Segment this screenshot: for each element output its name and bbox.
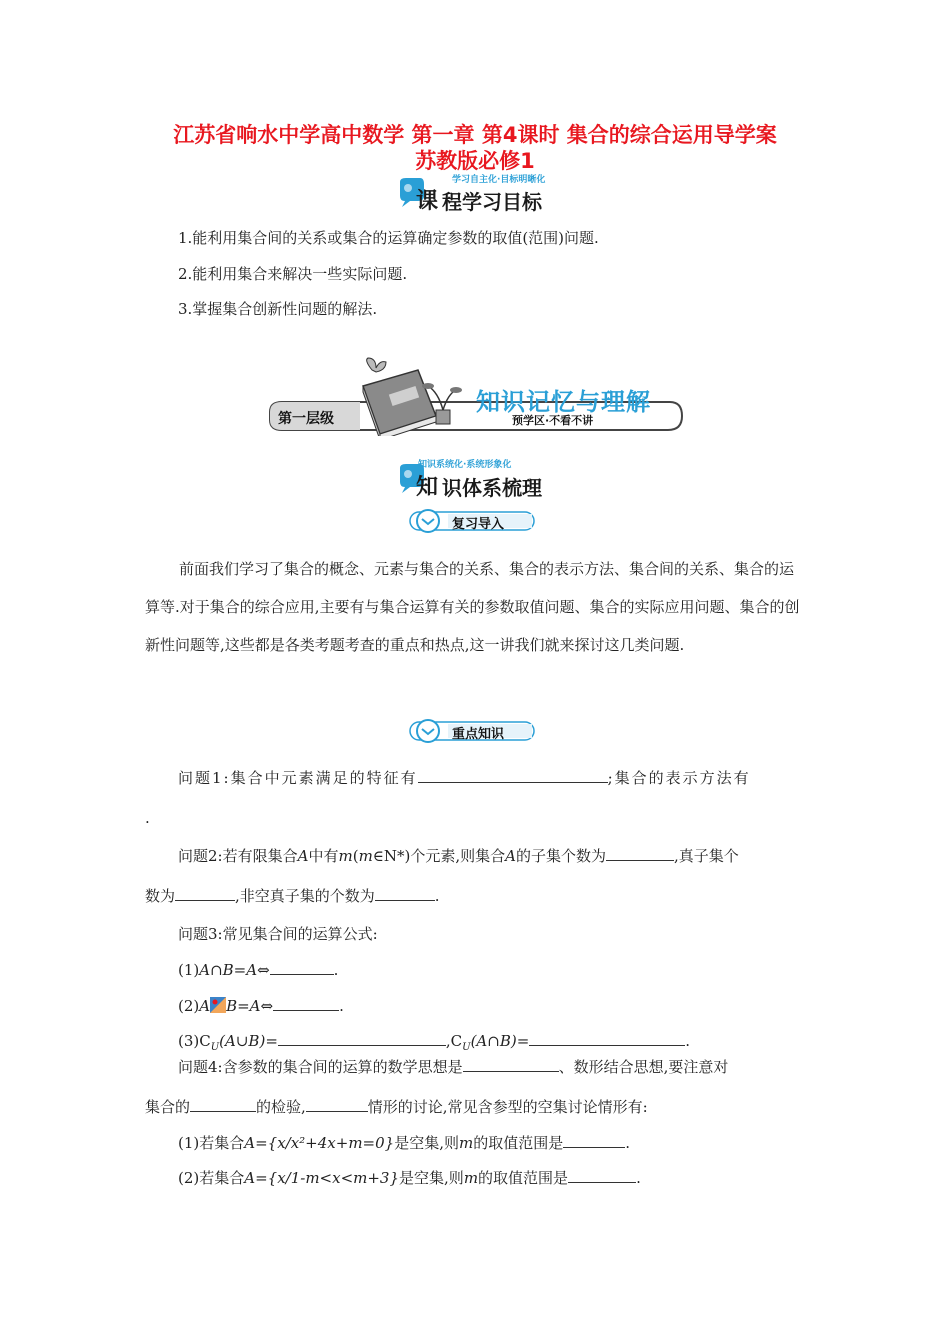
question-4-line2 — [145, 1097, 648, 1117]
q3-2-end: . — [339, 997, 344, 1015]
question-2-line2 — [145, 886, 440, 906]
doc-title-line1: 江苏省响水中学高中数学 第一章 第4课时 集合的综合运用导学案 — [173, 123, 777, 147]
q3-1-label: (1) — [178, 961, 200, 979]
objectives-banner-bigchar: 课 — [416, 189, 439, 214]
doc-title-line2: 苏教版必修1 — [415, 149, 535, 173]
q3-3-blank-1[interactable] — [278, 1031, 446, 1046]
intro-paragraph: 前面我们学习了集合的概念、元素与集合的关系、集合的表示方法、集合间的关系、集合的运算等.对于集合的综合应用,主要有与集合运算有关的参数取值问题、集合的实际应用问题、集合的创新性问题等,这些都是各类考题考查的重点和热点,这一讲我们就来探讨这几类问题. — [145, 560, 800, 654]
objectives-banner-small: 学习自主化·目标明晰化 — [452, 175, 546, 185]
q3-3-eq2: = — [516, 1032, 530, 1050]
question-2-line1 — [178, 846, 739, 866]
q3-3-sep: ,C — [445, 1032, 463, 1050]
q4-2-text-a: (2)若集合 — [178, 1169, 245, 1187]
question-3-item-3 — [178, 1031, 690, 1058]
q3-3-expr1: (A∪B) — [219, 1032, 266, 1050]
q4-1-text-e: 的取值范围是 — [473, 1134, 564, 1152]
q3-2-iff: ⇔ — [260, 997, 274, 1015]
objectives-banner — [396, 170, 566, 214]
q2-var-A2: A — [505, 847, 516, 865]
level-banner — [268, 356, 684, 436]
knowledge-banner-small: 知识系统化·系统形象化 — [418, 460, 512, 470]
q4-2-set: A={x/1-m<x<m+3} — [244, 1169, 400, 1187]
q3-1-blank[interactable] — [270, 960, 334, 975]
q4-2-blank[interactable] — [568, 1168, 636, 1183]
level-label: 第一层级 — [278, 411, 334, 427]
q3-2-label: (2) — [178, 997, 200, 1015]
q3-1-end: . — [333, 961, 339, 979]
q4-text-e: 情形的讨论,常见含参型的空集讨论情形有: — [367, 1098, 648, 1116]
q3-1-expr: A∩B=A — [199, 961, 258, 979]
knowledge-banner-title: 识体系梳理 — [442, 476, 542, 500]
q4-blank-2[interactable] — [190, 1097, 256, 1112]
objective-item-1: 1.能利用集合间的关系或集合的运算确定参数的取值(范围)问题. — [178, 229, 599, 247]
q2-blank-2[interactable] — [175, 886, 235, 901]
q2-text-d: ∈N*)个元素,则集合 — [372, 847, 506, 865]
q2-text-i: . — [434, 887, 440, 905]
question-3-item-2 — [178, 996, 344, 1016]
question-4-item-2 — [178, 1168, 641, 1188]
q1-text-a: 问题1:集合中元素满足的特征有 — [178, 769, 418, 787]
knowledge-banner — [396, 456, 566, 500]
q3-2-expr: B=A — [226, 997, 261, 1015]
level-subtitle: 预学区·不看不讲 — [512, 414, 594, 427]
q4-1-text-c: 是空集,则 — [394, 1134, 459, 1152]
q4-1-blank[interactable] — [563, 1133, 625, 1148]
q3-1-iff: ⇔ — [257, 961, 270, 979]
q3-2-blank[interactable] — [273, 996, 339, 1011]
q2-var-m: m — [338, 847, 353, 865]
q3-3-sub-u: U — [210, 1042, 220, 1053]
q4-text-a: 问题4:含参数的集合间的运算的数学思想是 — [178, 1058, 463, 1076]
q3-3-end: . — [685, 1032, 691, 1050]
q2-text-a: 问题2:若有限集合 — [178, 847, 298, 865]
question-1-line1 — [178, 768, 751, 788]
q4-2-text-c: 是空集,则 — [399, 1169, 464, 1187]
review-tag-label: 复习导入 — [452, 517, 505, 532]
q3-3-blank-2[interactable] — [529, 1031, 685, 1046]
q1-blank-1[interactable] — [418, 768, 608, 783]
question-4-item-1 — [178, 1133, 630, 1153]
q4-1-end: . — [625, 1134, 631, 1152]
objective-item-3: 3.掌握集合创新性问题的解法. — [178, 300, 378, 318]
q4-2-end: . — [636, 1169, 641, 1187]
q4-text-d: 的检验, — [256, 1098, 306, 1116]
q2-blank-3[interactable] — [375, 886, 435, 901]
objectives-banner-title: 程学习目标 — [442, 190, 542, 214]
q2-blank-1[interactable] — [606, 846, 674, 861]
q4-text-c: 集合的 — [145, 1098, 191, 1116]
q3-3-expr2: (A∩B) — [470, 1032, 517, 1050]
q3-3-label: (3)C — [178, 1032, 211, 1050]
q4-2-var-m: m — [463, 1169, 479, 1187]
knowledge-banner-bigchar: 知 — [416, 475, 439, 500]
q2-text-h: ,非空真子集的个数为 — [235, 887, 375, 905]
question-3-item-1 — [178, 960, 338, 980]
objective-item-2: 2.能利用集合来解决一些实际问题. — [178, 265, 408, 283]
q4-1-text-a: (1)若集合 — [178, 1134, 245, 1152]
q2-text-f: ,真子集个 — [674, 847, 739, 865]
q3-2-var-A: A — [199, 997, 211, 1015]
q3-3-eq1: = — [265, 1032, 278, 1050]
question-1-line2: . — [145, 809, 150, 827]
q2-text-e: 的子集个数为 — [516, 847, 607, 865]
q4-1-set: A={x/x²+4x+m=0} — [244, 1134, 395, 1152]
q2-text-b: 中有 — [308, 847, 339, 865]
butterfly-icon — [367, 358, 386, 372]
level-title: 知识记忆与理解 — [476, 388, 651, 416]
q2-text-g: 数为 — [145, 887, 176, 905]
q4-text-b: 、数形结合思想,要注意对 — [558, 1058, 729, 1076]
q1-text-b: ;集合的表示方法有 — [607, 769, 751, 787]
q4-2-text-e: 的取值范围是 — [478, 1169, 569, 1187]
key-tag-label: 重点知识 — [452, 727, 505, 742]
question-3-heading: 问题3:常见集合间的运算公式: — [178, 925, 378, 943]
q4-blank-3[interactable] — [306, 1097, 368, 1112]
question-4-line1 — [178, 1057, 728, 1077]
review-tag — [408, 508, 538, 534]
key-tag — [408, 718, 538, 744]
q2-var-A: A — [297, 847, 309, 865]
union-symbol-image-icon — [210, 997, 226, 1013]
q4-1-var-m: m — [458, 1134, 474, 1152]
q2-text-c: ( — [352, 847, 359, 865]
q3-3-sub-u2: U — [462, 1042, 471, 1053]
q2-var-m2: m — [358, 847, 373, 865]
q4-blank-1[interactable] — [463, 1057, 559, 1072]
